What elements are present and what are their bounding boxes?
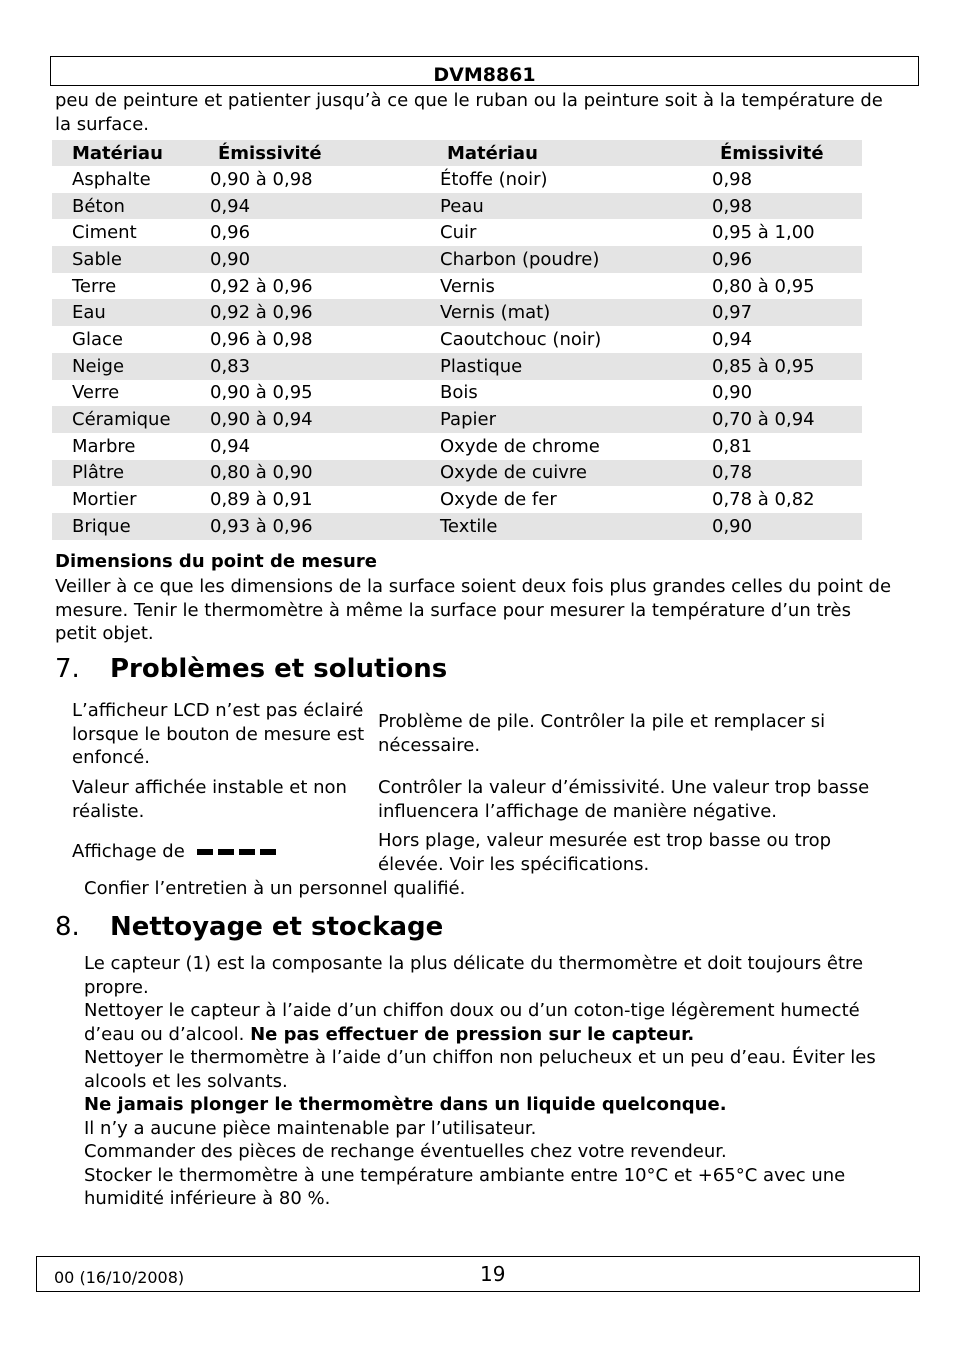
material-cell: Oxyde de fer (440, 489, 557, 511)
emissivity-cell: 0,90 (712, 382, 753, 404)
emissivity-cell: 0,97 (695, 299, 862, 326)
emissivity-cell: 0,96 (695, 246, 862, 273)
table-row (52, 166, 862, 193)
material-cell: Mortier (72, 489, 137, 511)
section-7-heading (55, 654, 447, 684)
emissivity-cell: 0,90 à 0,94 (192, 406, 400, 433)
header-emissivity-1: Émissivité (192, 140, 400, 166)
material-cell: Asphalte (72, 168, 151, 190)
material-cell: Caoutchouc (noir) (440, 328, 602, 350)
table-row (52, 460, 862, 487)
document-header (50, 56, 919, 86)
material-cell: Papier (400, 406, 695, 433)
emissivity-cell: 0,98 (712, 168, 753, 190)
table-row (52, 326, 862, 353)
service-note: Confier l’entretien à un personnel qualifié. (84, 878, 466, 899)
material-cell: Vernis (mat) (400, 299, 695, 326)
emissivity-cell: 0,90 (192, 246, 400, 273)
table-row (52, 246, 862, 273)
material-cell: Étoffe (noir) (440, 168, 548, 190)
emissivity-cell: 0,85 à 0,95 (695, 353, 862, 380)
material-cell: Eau (52, 299, 192, 326)
cleaning-warning-2: Ne jamais plonger le thermomètre dans un liquide quelconque. (84, 1094, 727, 1115)
material-cell: Cuir (440, 222, 477, 244)
emissivity-cell: 0,96 (210, 222, 251, 244)
page-number: 19 (480, 1262, 506, 1286)
emissivity-cell: 0,78 à 0,82 (712, 489, 815, 511)
material-cell: Charbon (poudre) (400, 246, 695, 273)
solution-2: Contrôler la valeur d’émissivité. Une valeur trop basse influencera l’affichage de manière négative. (378, 777, 870, 822)
cleaning-text-2: Nettoyer le capteur à l’aide d’un chiffon doux ou d’un coton-tige légèrement humecté d’eau ou d’alcool. (84, 1000, 860, 1045)
material-cell: Plâtre (52, 460, 192, 487)
material-cell: Textile (400, 513, 695, 540)
material-cell: Marbre (72, 435, 136, 457)
emissivity-table-body (52, 166, 862, 540)
material-cell: Glace (72, 328, 123, 350)
emissivity-cell: 0,81 (712, 435, 753, 457)
material-cell: Vernis (440, 275, 495, 297)
intro-paragraph: peu de peinture et patienter jusqu’à ce que le ruban ou la peinture soit à la température de la surface. (55, 90, 883, 135)
problem-3 (72, 840, 332, 864)
emissivity-cell: 0,83 (192, 353, 400, 380)
solution-1: Problème de pile. Contrôler la pile et remplacer si nécessaire. (378, 711, 826, 756)
table-row (52, 486, 862, 513)
cleaning-paragraph-2 (84, 999, 894, 1046)
emissivity-cell: 0,78 (695, 460, 862, 487)
emissivity-cell: 0,92 à 0,96 (192, 299, 400, 326)
table-row (52, 219, 862, 246)
document-title: DVM8861 (433, 64, 536, 86)
emissivity-cell: 0,96 à 0,98 (210, 328, 313, 350)
emissivity-cell: 0,94 (712, 328, 753, 350)
section-8-heading (55, 912, 443, 942)
material-cell: Neige (52, 353, 192, 380)
section-8-number: 8. (55, 912, 80, 942)
problem-3-label: Affichage de (72, 841, 185, 862)
problem-2: Valeur affichée instable et non réaliste. (72, 777, 347, 822)
problem-1: L’afficheur LCD n’est pas éclairé lorsque le bouton de mesure est enfoncé. (72, 700, 365, 768)
cleaning-paragraph-1: Le capteur (1) est la composante la plus délicate du thermomètre et doit toujours être propre. (84, 953, 864, 998)
material-cell: Bois (440, 382, 478, 404)
emissivity-table (52, 140, 862, 540)
emissivity-cell: 0,92 à 0,96 (210, 275, 313, 297)
material-cell: Sable (52, 246, 192, 273)
table-row (52, 433, 862, 460)
material-cell: Ciment (72, 222, 137, 244)
emissivity-cell: 0,70 à 0,94 (695, 406, 862, 433)
cleaning-paragraph-5: Il n’y a aucune pièce maintenable par l’utilisateur. (84, 1117, 537, 1139)
material-cell: Plastique (400, 353, 695, 380)
table-row (52, 513, 862, 540)
emissivity-cell: 0,98 (695, 193, 862, 220)
cleaning-paragraph-6: Commander des pièces de rechange éventuelles chez votre revendeur. (84, 1141, 727, 1162)
header-material-1: Matériau (52, 140, 192, 166)
emissivity-cell: 0,90 à 0,95 (210, 382, 313, 404)
solution-3: Hors plage, valeur mesurée est trop basse ou trop élevée. Voir les spécifications. (378, 830, 832, 875)
header-emissivity-2: Émissivité (695, 140, 862, 166)
emissivity-cell: 0,80 à 0,90 (192, 460, 400, 487)
table-row (52, 193, 862, 220)
section-8-title: Nettoyage et stockage (110, 912, 444, 942)
material-cell: Verre (72, 382, 120, 404)
emissivity-cell: 0,93 à 0,96 (192, 513, 400, 540)
emissivity-cell: 0,94 (192, 193, 400, 220)
cleaning-warning-1: Ne pas effectuer de pression sur le capteur. (250, 1023, 695, 1045)
storage-paragraph: Stocker le thermomètre à une température ambiante entre 10°C et +65°C avec une humidité inférieure à 80 %. (84, 1164, 846, 1209)
table-row (52, 299, 862, 326)
footer-version: 00 (16/10/2008) (54, 1268, 185, 1287)
table-header-row (52, 140, 862, 166)
table-row (52, 380, 862, 407)
cleaning-paragraph-3: Nettoyer le thermomètre à l’aide d’un chiffon non pelucheux et un peu d’eau. Éviter les alcools et les solvants. (84, 1047, 876, 1092)
material-cell: Céramique (52, 406, 192, 433)
emissivity-cell: 0,94 (210, 435, 251, 457)
table-row (52, 353, 862, 380)
material-cell: Brique (52, 513, 192, 540)
header-material-2: Matériau (400, 140, 695, 166)
material-cell: Béton (52, 193, 192, 220)
table-row (52, 406, 862, 433)
measure-heading: Dimensions du point de mesure (55, 551, 377, 572)
table-row (52, 273, 862, 300)
section-7-title: Problèmes et solutions (110, 654, 448, 684)
material-cell: Oxyde de chrome (440, 435, 600, 457)
material-cell: Oxyde de cuivre (400, 460, 695, 487)
emissivity-cell: 0,89 à 0,91 (210, 489, 313, 511)
section-7-number: 7. (55, 654, 80, 684)
emissivity-cell: 0,80 à 0,95 (712, 275, 815, 297)
material-cell: Terre (72, 275, 117, 297)
section-8-body (84, 952, 894, 1211)
emissivity-cell: 0,90 à 0,98 (210, 168, 313, 190)
overrange-dashes-icon (197, 841, 281, 862)
emissivity-cell: 0,90 (695, 513, 862, 540)
measure-paragraph: Veiller à ce que les dimensions de la surface soient deux fois plus grandes celles du point de mesure. Tenir le thermomètre à même la surface pour mesurer la température d’un très petit objet. (55, 576, 892, 644)
material-cell: Peau (400, 193, 695, 220)
emissivity-cell: 0,95 à 1,00 (712, 222, 815, 244)
